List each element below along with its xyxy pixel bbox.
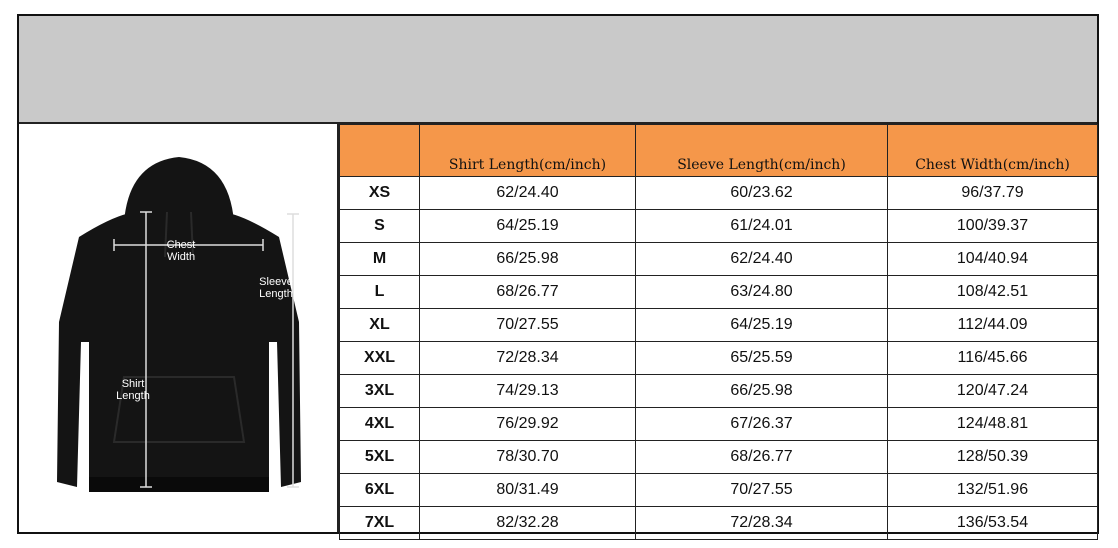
size-cell: XXL <box>340 342 420 375</box>
measurement-cell: 68/26.77 <box>420 276 636 309</box>
measurement-cell: 62/24.40 <box>420 177 636 210</box>
hoodie-diagram <box>29 142 329 522</box>
table-row <box>340 243 1098 276</box>
measurement-cell: 62/24.40 <box>636 243 888 276</box>
measurement-cell: 116/45.66 <box>888 342 1098 375</box>
table-row <box>340 342 1098 375</box>
measurement-cell: 64/25.19 <box>420 210 636 243</box>
table-row <box>340 408 1098 441</box>
measurement-cell: 67/26.37 <box>636 408 888 441</box>
size-cell: 3XL <box>340 375 420 408</box>
measurement-cell: 68/26.77 <box>636 441 888 474</box>
table-row <box>340 474 1098 507</box>
top-banner <box>19 16 1097 124</box>
measurement-cell: 136/53.54 <box>888 507 1098 540</box>
measurement-cell: 70/27.55 <box>420 309 636 342</box>
measurement-cell: 72/28.34 <box>636 507 888 540</box>
waistband <box>89 477 269 492</box>
measurement-cell: 65/25.59 <box>636 342 888 375</box>
header-sleeve-length: Sleeve Length(cm/inch) <box>636 125 888 177</box>
measurement-cell: 66/25.98 <box>420 243 636 276</box>
measurement-cell: 60/23.62 <box>636 177 888 210</box>
measurement-cell: 64/25.19 <box>636 309 888 342</box>
sleeve-label-1: Sleeve <box>259 276 293 288</box>
measurement-cell: 82/32.28 <box>420 507 636 540</box>
measurement-cell: 70/27.55 <box>636 474 888 507</box>
shirt-label-2: Length <box>116 390 150 402</box>
measurement-cell: 74/29.13 <box>420 375 636 408</box>
shirt-label-1: Shirt <box>121 378 145 390</box>
size-cell: XS <box>340 177 420 210</box>
size-cell: XL <box>340 309 420 342</box>
size-cell: M <box>340 243 420 276</box>
table-row <box>340 375 1098 408</box>
measurement-cell: 100/39.37 <box>888 210 1098 243</box>
sleeve-label-2: Length <box>259 288 293 300</box>
table-row <box>340 276 1098 309</box>
chest-label-2: Width <box>166 251 196 263</box>
hoodie-diagram-panel <box>19 124 339 532</box>
measurement-cell: 112/44.09 <box>888 309 1098 342</box>
size-chart-frame <box>17 14 1099 534</box>
table-header-row <box>340 125 1098 177</box>
size-cell: 6XL <box>340 474 420 507</box>
measurement-cell: 63/24.80 <box>636 276 888 309</box>
measurement-cell: 104/40.94 <box>888 243 1098 276</box>
measurement-cell: 72/28.34 <box>420 342 636 375</box>
measurement-cell: 61/24.01 <box>636 210 888 243</box>
measurement-cell: 66/25.98 <box>636 375 888 408</box>
size-table-wrapper <box>339 124 1097 534</box>
measurement-cell: 76/29.92 <box>420 408 636 441</box>
size-cell: L <box>340 276 420 309</box>
measurement-cell: 108/42.51 <box>888 276 1098 309</box>
table-row <box>340 177 1098 210</box>
size-cell: 4XL <box>340 408 420 441</box>
measurement-cell: 80/31.49 <box>420 474 636 507</box>
header-size <box>340 125 420 177</box>
table-row <box>340 210 1098 243</box>
measurement-cell: 128/50.39 <box>888 441 1098 474</box>
size-cell: S <box>340 210 420 243</box>
header-chest-width: Chest Width(cm/inch) <box>888 125 1098 177</box>
measurement-cell: 132/51.96 <box>888 474 1098 507</box>
size-cell: 7XL <box>340 507 420 540</box>
measurement-cell: 124/48.81 <box>888 408 1098 441</box>
table-row <box>340 441 1098 474</box>
measurement-cell: 78/30.70 <box>420 441 636 474</box>
chest-label-1: Chest <box>166 239 196 251</box>
header-shirt-length: Shirt Length(cm/inch) <box>420 125 636 177</box>
size-cell: 5XL <box>340 441 420 474</box>
table-row <box>340 309 1098 342</box>
measurement-cell: 96/37.79 <box>888 177 1098 210</box>
size-table <box>339 124 1098 540</box>
measurement-cell: 120/47.24 <box>888 375 1098 408</box>
table-row <box>340 507 1098 540</box>
